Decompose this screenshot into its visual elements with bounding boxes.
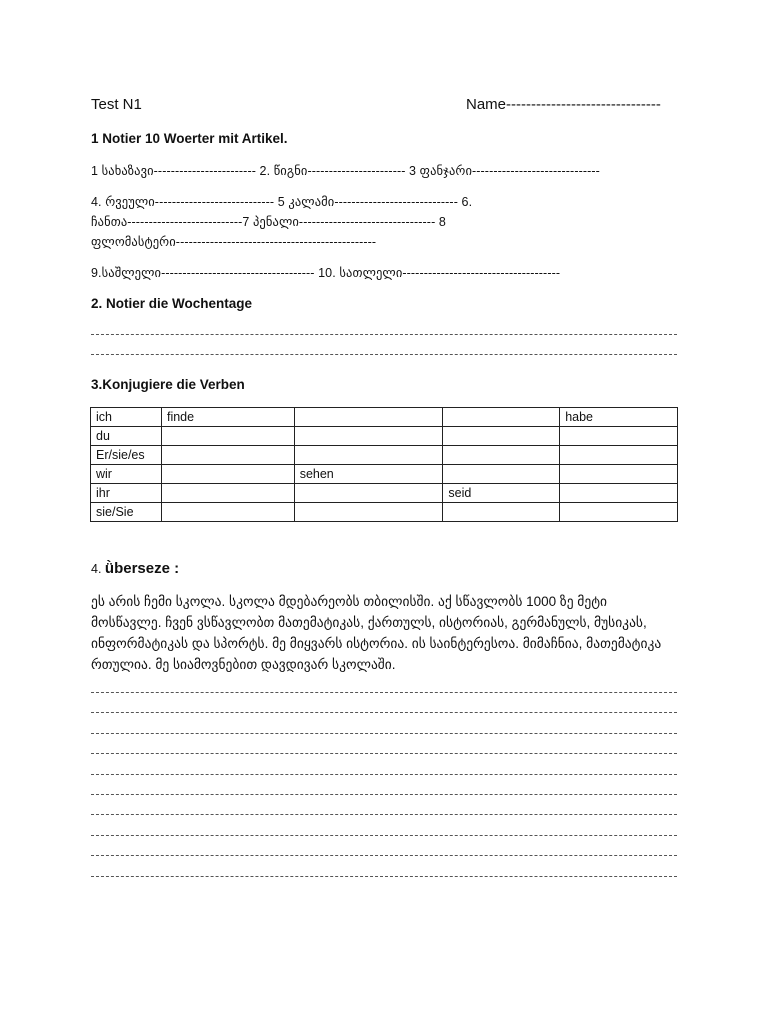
table-cell (443, 408, 560, 427)
section1-line-3: ჩანთა---------------------------7 პენალი-------------------------------- 8 (91, 215, 446, 229)
table-cell: finde (161, 408, 294, 427)
answer-line (91, 692, 677, 693)
table-cell: wir (91, 465, 162, 484)
answer-line (91, 794, 677, 795)
table-row (91, 465, 678, 484)
table-cell: seid (443, 484, 560, 503)
table-cell (294, 503, 443, 522)
name-field: Name------------------------------- (466, 96, 661, 113)
table-cell (443, 446, 560, 465)
table-cell (294, 427, 443, 446)
answer-line (91, 354, 677, 355)
answer-line (91, 753, 677, 754)
section1-heading: 1 Notier 10 Woerter mit Artikel. (91, 131, 288, 146)
section1-line-5: 9.საშლელი------------------------------------ 10. სათლელი------------------------------------- (91, 266, 561, 280)
table-cell (294, 408, 443, 427)
table-cell (294, 446, 443, 465)
conjugation-table (90, 407, 678, 522)
table-row (91, 484, 678, 503)
answer-line (91, 814, 677, 815)
table-row (91, 408, 678, 427)
table-cell (443, 427, 560, 446)
translation-paragraph: ეს არის ჩემი სკოლა. სკოლა მდებარეობს თბილისში. აქ სწავლობს 1000 ზე მეტი მოსწავლე. ჩვენ ვსწავლობთ მათემატიკას, ქართულს, ისტორიას, გერმანულს, მუსიკას, ინფორმატიკას და სპორტს. მე მიყვარს ისტორია. ის საინტერესოა. მიმაჩნია, მათემატიკა რთულია. მე სიამოვნებით დავდივარ სკოლაში. (91, 594, 662, 672)
answer-line (91, 733, 677, 734)
table-row (91, 503, 678, 522)
table-cell: sehen (294, 465, 443, 484)
section3-heading: 3.Konjugiere die Verben (91, 377, 245, 392)
table-cell: Er/sie/es (91, 446, 162, 465)
section1-line-1: 1 სახაზავი------------------------ 2. წიგნი----------------------- 3 ფანჯარი------------------------------ (91, 164, 600, 178)
table-cell (560, 465, 678, 484)
table-cell (443, 465, 560, 484)
section2-heading: 2. Notier die Wochentage (91, 296, 253, 311)
section4-heading: ǜberseze : (104, 560, 180, 577)
table-cell (560, 503, 678, 522)
table-cell (560, 427, 678, 446)
table-cell (161, 446, 294, 465)
table-cell (161, 503, 294, 522)
answer-line (91, 855, 677, 856)
answer-line (91, 774, 677, 775)
answer-line (91, 876, 677, 877)
section4-number: 4. (91, 562, 102, 576)
table-cell (294, 484, 443, 503)
table-cell (161, 427, 294, 446)
test-title: Test N1 (91, 96, 142, 113)
section4-heading-row (91, 560, 179, 577)
section1-line-4: ფლომასტერი----------------------------------------------- (91, 235, 377, 249)
section1-line-2: 4. რვეული---------------------------- 5 კალამი----------------------------- 6. (91, 195, 473, 209)
table-row (91, 427, 678, 446)
table-cell (560, 484, 678, 503)
table-cell (161, 484, 294, 503)
table-cell: habe (560, 408, 678, 427)
table-row (91, 446, 678, 465)
table-cell: du (91, 427, 162, 446)
answer-line (91, 835, 677, 836)
table-cell: sie/Sie (91, 503, 162, 522)
answer-line (91, 334, 677, 335)
table-cell: ihr (91, 484, 162, 503)
table-cell (161, 465, 294, 484)
table-cell: ich (91, 408, 162, 427)
answer-line (91, 712, 677, 713)
table-cell (560, 446, 678, 465)
table-cell (443, 503, 560, 522)
